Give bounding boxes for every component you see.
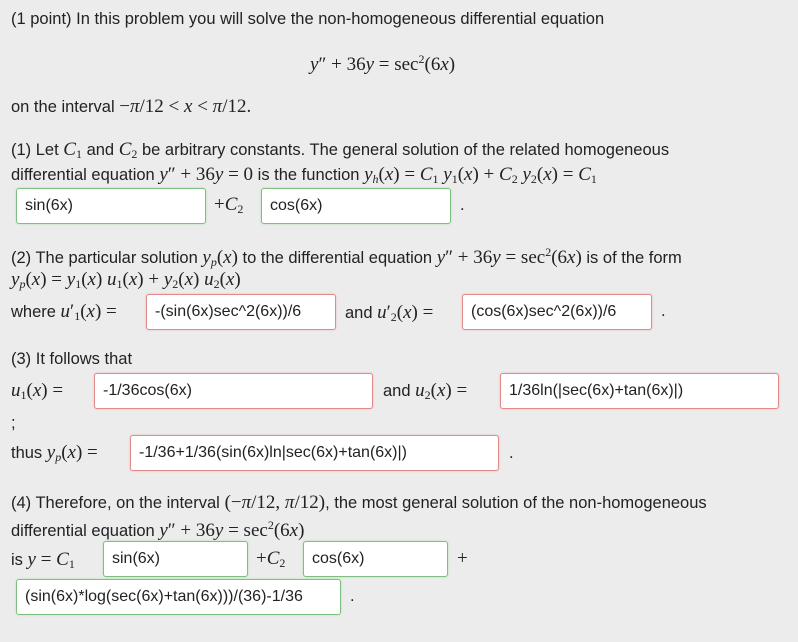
part2-and [345, 302, 433, 325]
y-c1-label: $y = C_1$ [27, 549, 75, 571]
c2-symbol: $C_2$ [118, 139, 138, 161]
semicolon: ; [11, 414, 16, 432]
plus-c2-label: $+C_2$ [214, 194, 244, 216]
part1-text-d: differential equation [11, 166, 155, 184]
interval-math-2: (−π/12, π/12) [219, 492, 326, 513]
answer-rest-input[interactable]: (sin(6x)*log(sec(6x)+tan(6x)))/(36)-1/36 [16, 579, 341, 615]
period: . [350, 587, 355, 605]
part4-text-b: , the most general solution of the non-homogeneous [325, 494, 707, 512]
part4-line1 [11, 492, 707, 514]
intro-text: (1 point) In this problem you will solve the non-homogeneous differential equation [11, 10, 605, 28]
main-equation-inline-2: $y'' + 36y = \sec^2(6x)$ [159, 518, 305, 541]
part3-title: (3) It follows that [11, 350, 133, 368]
period: . [509, 444, 514, 462]
main-equation: $y'' + 36y = \sec^2(6x)$ [310, 52, 456, 75]
is-label: is [11, 551, 23, 569]
homogeneous-equation: y″ + 36y = 0 [159, 164, 254, 185]
part1-text-e: is the function [257, 166, 360, 184]
part2-where [11, 301, 117, 324]
answer-yp-input[interactable]: -1/36+1/36(sin(6x)ln|sec(6x)+tan(6x)|) [130, 435, 499, 471]
answer-y2-input[interactable]: cos(6x) [261, 188, 451, 224]
part2-text-c: is of the form [586, 249, 682, 267]
answer-c1-coef-input[interactable]: sin(6x) [103, 541, 248, 577]
part3-and [383, 380, 467, 403]
period: . [460, 196, 465, 214]
yp-symbol: $y_p(x)$ [202, 247, 238, 269]
answer-u1-prime-input[interactable]: -(sin(6x)sec^2(6x))/6 [146, 294, 336, 330]
u1-label: $u_1(x)$ = [11, 380, 64, 402]
u2-label: $u_2(x)$ = [415, 380, 468, 402]
answer-c2-coef-input[interactable]: cos(6x) [303, 541, 448, 577]
part1-text-b: and [86, 141, 115, 159]
part1-text-a: (1) Let [11, 141, 59, 159]
answer-u2-prime-input[interactable]: (cos(6x)sec^2(6x))/6 [462, 294, 652, 330]
plus-sign: + [457, 548, 468, 569]
c1-symbol: $C_1$ [63, 139, 82, 161]
part1-line1 [11, 139, 669, 162]
part4-is [11, 549, 75, 572]
yp-form-expression: $y_p(x) = y_1(x) u_1(x) + y_2(x)$ $u_2(x)$ [11, 269, 241, 291]
part2-text-a: (2) The particular solution [11, 249, 198, 267]
answer-u2-input[interactable]: 1/36ln(|sec(6x)+tan(6x)|) [500, 373, 779, 409]
part2-text-b: to the differential equation [242, 249, 433, 267]
interval-line [11, 96, 251, 118]
thus-label: thus [11, 444, 43, 462]
and-label: and [345, 304, 373, 322]
part2-form [11, 269, 241, 292]
plus-c2-label-2: $+C_2$ [256, 548, 286, 570]
main-equation-inline: $y'' + 36y = \sec^2(6x)$ [436, 245, 582, 268]
part1-text-c: be arbitrary constants. The general solution of the related homogeneous [141, 141, 670, 159]
yp-label: $y_p(x)$ = [46, 442, 98, 464]
where-label: where [11, 303, 56, 321]
part4-text-c: differential equation [11, 522, 155, 540]
part4-text-a: (4) Therefore, on the interval [11, 494, 220, 512]
answer-y1-input[interactable]: sin(6x) [16, 188, 206, 224]
u1-prime-label: $u'_1(x)$ = [60, 301, 117, 323]
and-label: and [383, 382, 411, 400]
u2-prime-label: $u'_2(x)$ = [377, 302, 434, 324]
period: . [661, 302, 666, 320]
interval-math: −π/12 < x < π/12. [119, 96, 252, 117]
interval-prefix: on the interval [11, 98, 115, 116]
thus-line [11, 442, 98, 465]
yh-expression: $y_h(x) = C_1$ $y_1(x) + C_2$ $y_2(x) = C_1$ [364, 164, 597, 186]
part4-line2 [11, 518, 304, 542]
part1-line2 [11, 164, 597, 187]
part2-line1 [11, 245, 682, 270]
answer-u1-input[interactable]: -1/36cos(6x) [94, 373, 373, 409]
